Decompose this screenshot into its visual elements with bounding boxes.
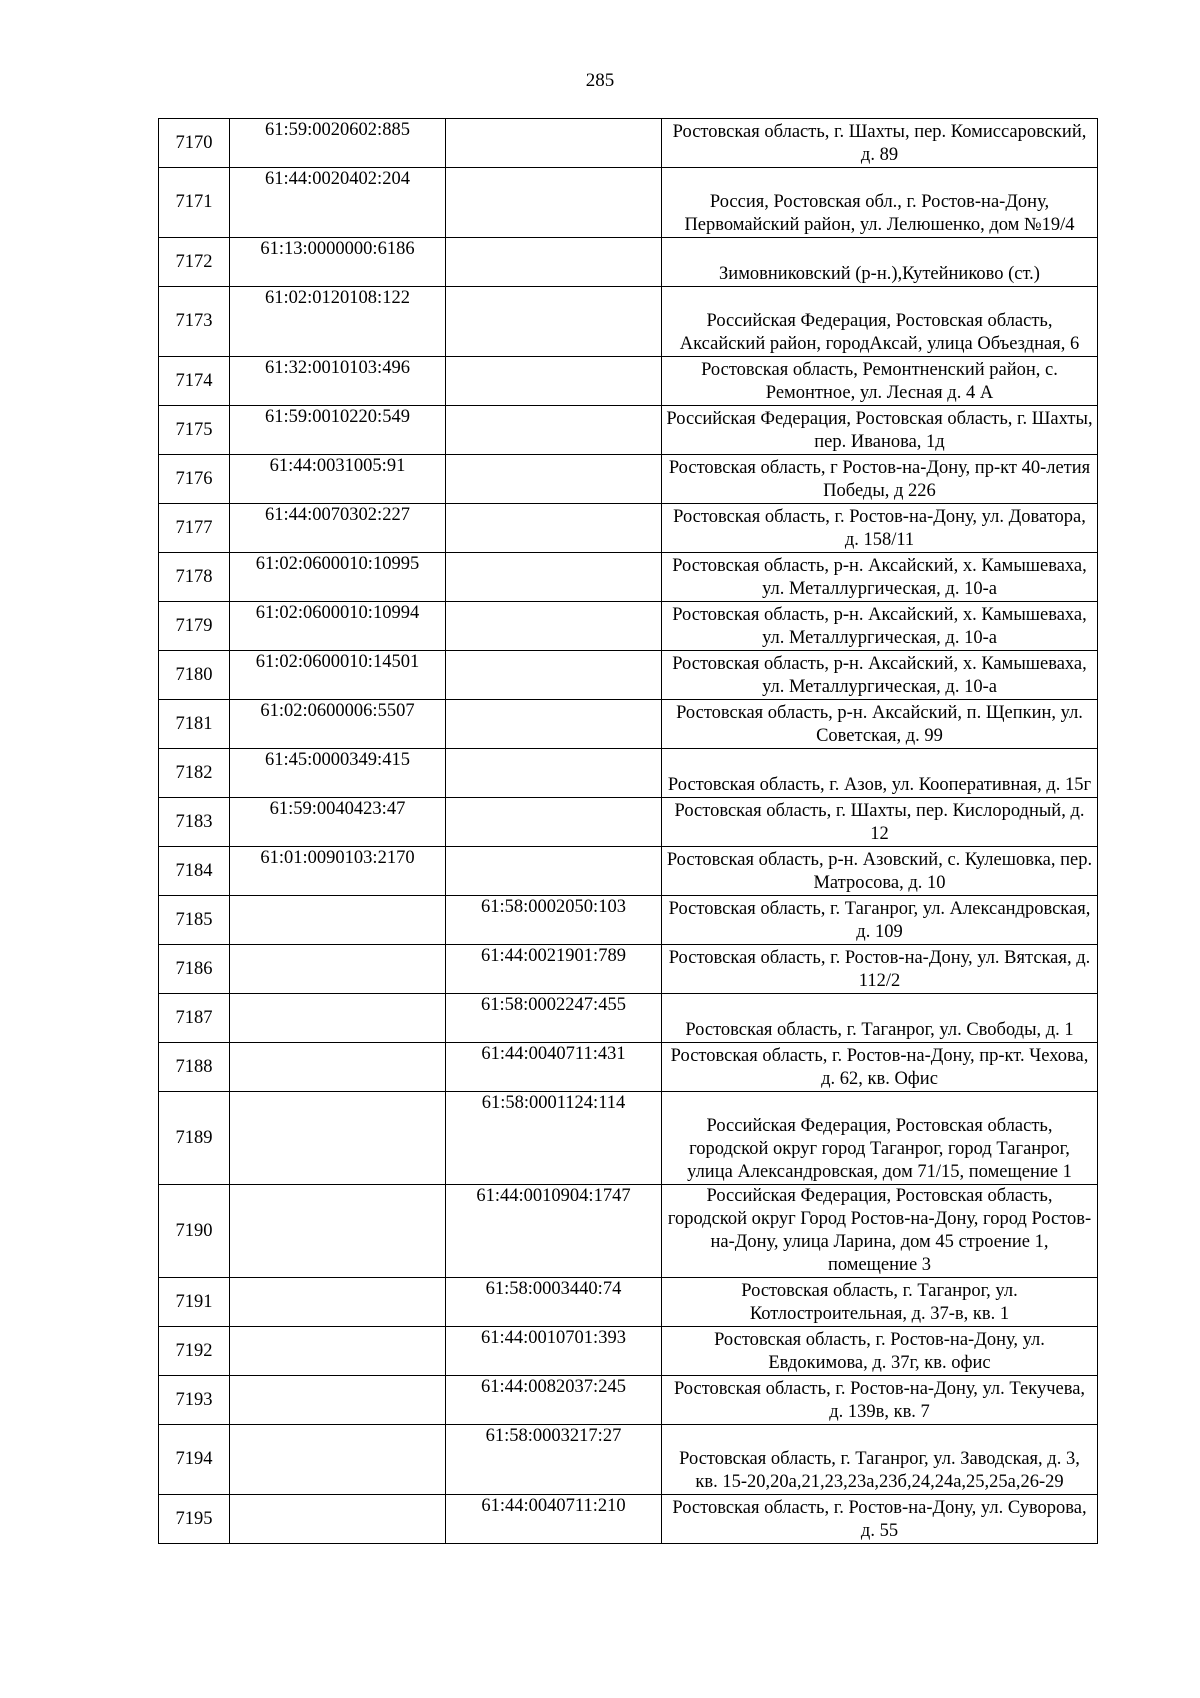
cadastral-number: [230, 1092, 446, 1185]
address: Ростовская область, г. Таганрог, ул. Александровская, д. 109: [662, 896, 1098, 945]
row-number: 7185: [159, 896, 230, 945]
address: Зимовниковский (р-н.),Кутейниково (ст.): [662, 238, 1098, 287]
cadastral-number-premises: [446, 700, 662, 749]
address: Ростовская область, г. Ростов-на-Дону, ул. Доватора, д. 158/11: [662, 504, 1098, 553]
table-row: [159, 1278, 1098, 1327]
address: Ростовская область, Ремонтненский район, с. Ремонтное, ул. Лесная д. 4 А: [662, 357, 1098, 406]
cadastral-number-premises: 61:58:0002247:455: [446, 994, 662, 1043]
address: Российская Федерация, Ростовская область, городской округ Город Ростов-на-Дону, город Ростов-на-Дону, улица Ларина, дом 45 строение 1, помещение 3: [662, 1185, 1098, 1278]
cadastral-number: 61:02:0600010:10995: [230, 553, 446, 602]
table-row: [159, 238, 1098, 287]
cadastral-number: 61:59:0020602:885: [230, 119, 446, 168]
cadastral-number-premises: [446, 119, 662, 168]
table-row: [159, 1495, 1098, 1544]
cadastral-number: [230, 1425, 446, 1495]
cadastral-number: [230, 994, 446, 1043]
cadastral-number: [230, 1043, 446, 1092]
cadastral-number-premises: [446, 357, 662, 406]
table-row: [159, 896, 1098, 945]
cadastral-number-premises: 61:44:0010904:1747: [446, 1185, 662, 1278]
row-number: 7180: [159, 651, 230, 700]
cadastral-number: [230, 896, 446, 945]
address: Ростовская область, г. Шахты, пер. Комиссаровский, д. 89: [662, 119, 1098, 168]
address: Россия, Ростовская обл., г. Ростов-на-Дону, Первомайский район, ул. Лелюшенко, дом №19/4: [662, 168, 1098, 238]
address: Российская Федерация, Ростовская область, городской округ город Таганрог, город Таганрог, улица Александровская, дом 71/15, помещение 1: [662, 1092, 1098, 1185]
cadastral-number: [230, 1376, 446, 1425]
address: Ростовская область, г. Таганрог, ул. Котлостроительная, д. 37-в, кв. 1: [662, 1278, 1098, 1327]
table-row: [159, 287, 1098, 357]
row-number: 7176: [159, 455, 230, 504]
row-number: 7186: [159, 945, 230, 994]
cadastral-number-premises: [446, 749, 662, 798]
cadastral-number: 61:45:0000349:415: [230, 749, 446, 798]
row-number: 7183: [159, 798, 230, 847]
row-number: 7189: [159, 1092, 230, 1185]
address: Ростовская область, г. Ростов-на-Дону, ул. Суворова, д. 55: [662, 1495, 1098, 1544]
row-number: 7173: [159, 287, 230, 357]
table-row: [159, 651, 1098, 700]
cadastral-number: 61:44:0070302:227: [230, 504, 446, 553]
cadastral-number-premises: [446, 553, 662, 602]
row-number: 7187: [159, 994, 230, 1043]
row-number: 7177: [159, 504, 230, 553]
row-number: 7193: [159, 1376, 230, 1425]
cadastral-number-premises: [446, 602, 662, 651]
address: Ростовская область, р-н. Аксайский, х. Камышеваха, ул. Металлургическая, д. 10-а: [662, 651, 1098, 700]
cadastral-number-premises: 61:58:0002050:103: [446, 896, 662, 945]
row-number: 7178: [159, 553, 230, 602]
table-row: [159, 945, 1098, 994]
row-number: 7182: [159, 749, 230, 798]
cadastral-number: 61:02:0600006:5507: [230, 700, 446, 749]
cadastral-number-premises: 61:58:0003217:27: [446, 1425, 662, 1495]
cadastral-number: [230, 1185, 446, 1278]
table-row: [159, 749, 1098, 798]
cadastral-number-premises: [446, 504, 662, 553]
cadastral-number-premises: [446, 287, 662, 357]
row-number: 7172: [159, 238, 230, 287]
table-row: [159, 455, 1098, 504]
address: Ростовская область, г Ростов-на-Дону, пр-кт 40-летия Победы, д 226: [662, 455, 1098, 504]
address: Ростовская область, г. Ростов-на-Дону, ул. Евдокимова, д. 37г, кв. офис: [662, 1327, 1098, 1376]
cadastral-number-premises: [446, 406, 662, 455]
cadastral-number: [230, 1278, 446, 1327]
cadastral-number-premises: 61:44:0021901:789: [446, 945, 662, 994]
cadastral-number: [230, 1327, 446, 1376]
table-row: [159, 504, 1098, 553]
address: Ростовская область, г. Ростов-на-Дону, ул. Текучева, д. 139в, кв. 7: [662, 1376, 1098, 1425]
address: Ростовская область, р-н. Аксайский, х. Камышеваха, ул. Металлургическая, д. 10-а: [662, 602, 1098, 651]
cadastral-number: 61:01:0090103:2170: [230, 847, 446, 896]
cadastral-number: 61:02:0120108:122: [230, 287, 446, 357]
row-number: 7195: [159, 1495, 230, 1544]
cadastral-number: 61:44:0031005:91: [230, 455, 446, 504]
address: Ростовская область, р-н. Аксайский, п. Щепкин, ул. Советская, д. 99: [662, 700, 1098, 749]
cadastral-number: 61:02:0600010:10994: [230, 602, 446, 651]
table-row: [159, 168, 1098, 238]
address: Российская Федерация, Ростовская область, г. Шахты, пер. Иванова, 1д: [662, 406, 1098, 455]
cadastral-number: [230, 945, 446, 994]
row-number: 7174: [159, 357, 230, 406]
cadastral-number-premises: [446, 455, 662, 504]
address: Ростовская область, г. Азов, ул. Кооперативная, д. 15г: [662, 749, 1098, 798]
cadastral-number-premises: [446, 651, 662, 700]
table-row: [159, 1185, 1098, 1278]
table-row: [159, 1043, 1098, 1092]
cadastral-number: 61:59:0040423:47: [230, 798, 446, 847]
cadastral-number: 61:13:0000000:6186: [230, 238, 446, 287]
cadastral-number: 61:59:0010220:549: [230, 406, 446, 455]
address: Российская Федерация, Ростовская область, Аксайский район, городАксай, улица Объездная, 6: [662, 287, 1098, 357]
cadastral-number-premises: 61:58:0001124:114: [446, 1092, 662, 1185]
cadastral-number-premises: 61:44:0010701:393: [446, 1327, 662, 1376]
cadastral-number: 61:44:0020402:204: [230, 168, 446, 238]
table-row: [159, 847, 1098, 896]
table-row: [159, 553, 1098, 602]
table-row: [159, 119, 1098, 168]
row-number: 7190: [159, 1185, 230, 1278]
row-number: 7179: [159, 602, 230, 651]
registry-table-body: [159, 119, 1098, 1544]
table-row: [159, 1376, 1098, 1425]
cadastral-number-premises: [446, 798, 662, 847]
address: Ростовская область, г. Таганрог, ул. Заводская, д. 3, кв. 15-20,20а,21,23,23а,23б,24,24а,25,25а,26-29: [662, 1425, 1098, 1495]
registry-table: [158, 118, 1098, 1544]
cadastral-number-premises: [446, 168, 662, 238]
address: Ростовская область, г. Шахты, пер. Кислородный, д. 12: [662, 798, 1098, 847]
address: Ростовская область, г. Ростов-на-Дону, ул. Вятская, д. 112/2: [662, 945, 1098, 994]
row-number: 7184: [159, 847, 230, 896]
address: Ростовская область, р-н. Азовский, с. Кулешовка, пер. Матросова, д. 10: [662, 847, 1098, 896]
address: Ростовская область, р-н. Аксайский, х. Камышеваха, ул. Металлургическая, д. 10-а: [662, 553, 1098, 602]
row-number: 7194: [159, 1425, 230, 1495]
cadastral-number-premises: 61:44:0040711:210: [446, 1495, 662, 1544]
table-row: [159, 406, 1098, 455]
address: Ростовская область, г. Таганрог, ул. Свободы, д. 1: [662, 994, 1098, 1043]
row-number: 7175: [159, 406, 230, 455]
cadastral-number-premises: 61:58:0003440:74: [446, 1278, 662, 1327]
row-number: 7191: [159, 1278, 230, 1327]
row-number: 7171: [159, 168, 230, 238]
cadastral-number: 61:32:0010103:496: [230, 357, 446, 406]
table-row: [159, 700, 1098, 749]
row-number: 7170: [159, 119, 230, 168]
table-row: [159, 602, 1098, 651]
cadastral-number-premises: 61:44:0040711:431: [446, 1043, 662, 1092]
row-number: 7181: [159, 700, 230, 749]
cadastral-number: [230, 1495, 446, 1544]
table-row: [159, 994, 1098, 1043]
table-row: [159, 1425, 1098, 1495]
page-number: 285: [585, 70, 615, 91]
row-number: 7188: [159, 1043, 230, 1092]
table-row: [159, 798, 1098, 847]
cadastral-number-premises: [446, 847, 662, 896]
table-row: [159, 1327, 1098, 1376]
cadastral-number-premises: [446, 238, 662, 287]
table-row: [159, 1092, 1098, 1185]
cadastral-number: 61:02:0600010:14501: [230, 651, 446, 700]
table-row: [159, 357, 1098, 406]
address: Ростовская область, г. Ростов-на-Дону, пр-кт. Чехова, д. 62, кв. Офис: [662, 1043, 1098, 1092]
cadastral-number-premises: 61:44:0082037:245: [446, 1376, 662, 1425]
row-number: 7192: [159, 1327, 230, 1376]
